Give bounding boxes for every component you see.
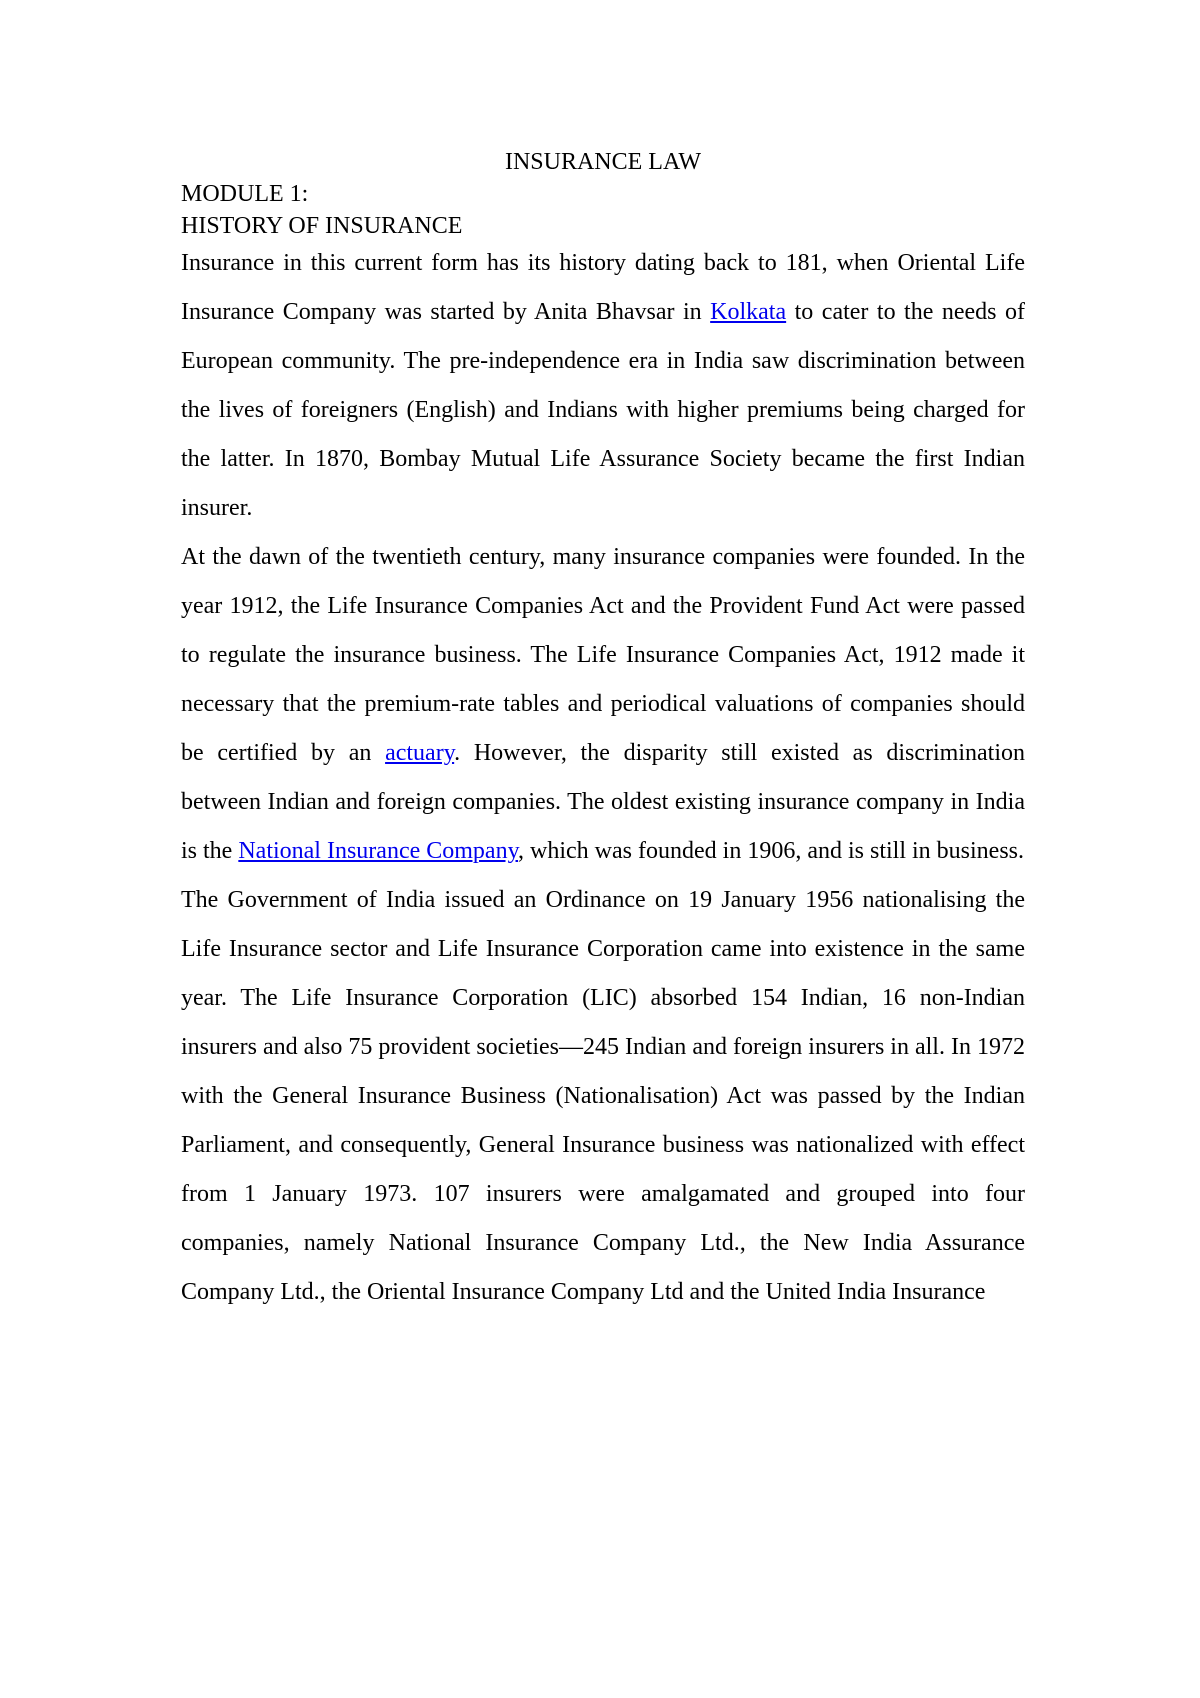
national-insurance-company-link[interactable]: National Insurance Company bbox=[238, 838, 519, 864]
paragraph-text: Insurance in this current form has its history dating back to 181, when Oriental Life Insurance Company was started by Anita Bhavsar in bbox=[181, 250, 1025, 325]
actuary-link[interactable]: actuary bbox=[385, 740, 455, 766]
paragraph-text: , which was founded in 1906, and is still in business. bbox=[518, 838, 1024, 864]
paragraph-text: At the dawn of the twentieth century, many insurance companies were founded. In the year 1912, the Life Insurance Companies Act and the Provident Fund Act were passed to regulate the insurance business. The Life Insurance Companies Act, 1912 made it necessary that the premium-rate tables and periodical valuations of companies should be certified by an bbox=[181, 544, 1025, 766]
paragraph-text: to cater to the needs of European community. The pre-independence era in India saw discrimination between the lives of foreigners (English) and Indians with higher premiums being charged for the latter. In 1870, Bombay Mutual Life Assurance Society became the first Indian insurer. bbox=[181, 299, 1025, 521]
kolkata-link[interactable]: Kolkata bbox=[710, 299, 787, 325]
document-page bbox=[181, 146, 1025, 1317]
paragraph-text: . However, the disparity still existed as discrimination between Indian and foreign companies. The oldest existing insurance company in India is the bbox=[181, 740, 1026, 864]
paragraph-nationalisation: The Government of India issued an Ordinance on 19 January 1956 nationalising the Life Insurance sector and Life Insurance Corporation came into existence in the same year. The Life Insurance Corporation (LIC) absorbed 154 Indian, 16 non-Indian insurers and also 75 provident societies—245 Indian and foreign insurers in all. In 1972 with the General Insurance Business (Nationalisation) Act was passed by the Indian Parliament, and consequently, General Insurance business was nationalized with effect from 1 January 1973. 107 insurers were amalgamated and grouped into four companies, namely National Insurance Company Ltd., the New India Assurance Company Ltd., the Oriental Insurance Company Ltd and the United India Insurance bbox=[181, 887, 1025, 1305]
module-label: MODULE 1: bbox=[181, 181, 309, 207]
paragraph-history-origin bbox=[181, 239, 1025, 533]
section-heading: HISTORY OF INSURANCE bbox=[181, 213, 463, 239]
paragraph-twentieth-century bbox=[181, 533, 1025, 876]
document-title: INSURANCE LAW bbox=[504, 149, 702, 175]
